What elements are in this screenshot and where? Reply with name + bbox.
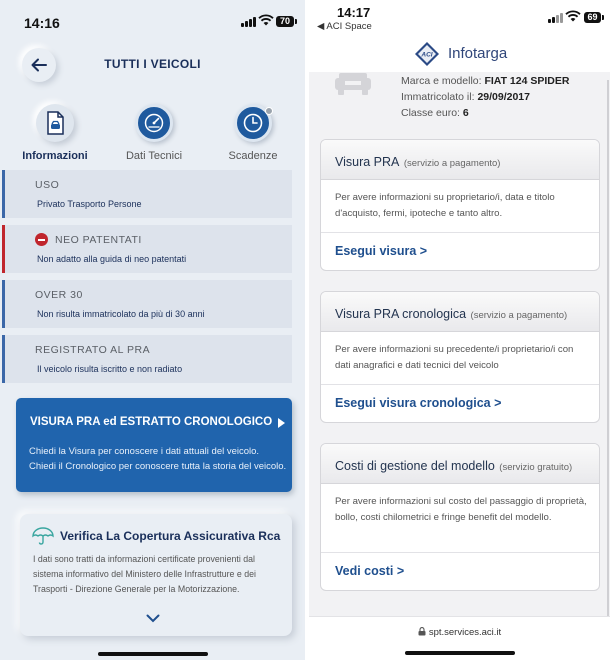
card-header xyxy=(321,140,599,180)
vehicle-euro-class: 6 xyxy=(462,107,469,119)
info-key: OVER 30 xyxy=(35,289,83,301)
status-time: 14:16 xyxy=(24,15,60,31)
card-title: Costi di gestione del modello xyxy=(335,459,495,473)
info-key: NEO PATENTATI xyxy=(55,234,142,246)
vehicle-registration-date: 29/09/2017 xyxy=(477,91,530,103)
card-description: Per avere informazioni su proprietario/i, data e titolo d'acquisto, fermi, ipoteche e tanto altro. xyxy=(335,192,555,219)
rca-title: Verifica La Copertura Assicurativa Rca xyxy=(60,529,281,543)
status-bar xyxy=(0,0,305,40)
scrollbar[interactable] xyxy=(607,80,609,620)
tab-label: Informazioni xyxy=(22,150,88,162)
visura-cronologico-button[interactable] xyxy=(16,398,292,492)
info-card-over-30 xyxy=(2,280,292,328)
no-entry-icon xyxy=(35,233,48,246)
service-card-visura-cronologica xyxy=(320,291,600,423)
card-divider xyxy=(321,384,599,385)
url-display[interactable] xyxy=(309,627,610,638)
card-subtitle: (servizio a pagamento) xyxy=(470,310,568,321)
service-card-visura-pra xyxy=(320,139,600,271)
card-divider xyxy=(321,232,599,233)
wifi-icon xyxy=(565,10,581,22)
browser-address-bar[interactable] xyxy=(309,616,610,660)
page-title: TUTTI I VEICOLI xyxy=(104,57,201,71)
card-header xyxy=(321,292,599,332)
signal-icon xyxy=(548,13,563,23)
info-card-registrato-pra xyxy=(2,335,292,383)
aci-logo-icon xyxy=(415,42,439,66)
card-title: Visura PRA xyxy=(335,155,400,169)
info-value: Non adatto alla guida di neo patentati xyxy=(37,254,187,264)
info-key: REGISTRATO AL PRA xyxy=(35,344,151,356)
info-card-neo-patentati xyxy=(2,225,292,273)
card-description: Per avere informazioni su precedente/i proprietario/i con dati anagrafici e dati tecnici del veicolo xyxy=(335,344,574,371)
lock-icon xyxy=(418,627,426,636)
umbrella-icon xyxy=(32,527,54,545)
card-description: Per avere informazioni sul costo del passaggio di proprietà, bollo, costi chilometrici e fringe benefit del modello. xyxy=(335,496,587,523)
tab-informazioni[interactable] xyxy=(10,100,100,168)
card-title: Visura PRA cronologica xyxy=(335,307,467,321)
signal-icon xyxy=(241,17,256,27)
rca-insurance-card[interactable] xyxy=(20,514,292,636)
car-icon xyxy=(333,72,373,98)
tab-scadenze[interactable] xyxy=(208,100,298,168)
status-time: 14:17 xyxy=(337,5,371,20)
service-card-costi-gestione xyxy=(320,443,600,591)
notification-dot xyxy=(265,107,273,115)
vedi-costi-link[interactable]: Vedi costi > xyxy=(335,564,405,578)
info-value: Privato Trasporto Persone xyxy=(37,199,142,209)
home-indicator[interactable] xyxy=(98,652,208,656)
battery-icon: 70 xyxy=(276,16,294,27)
chevron-down-icon[interactable] xyxy=(146,614,160,623)
info-value: Non risulta immatricolato da più di 30 anni xyxy=(37,309,205,319)
tab-label: Dati Tecnici xyxy=(125,150,183,162)
screen-header xyxy=(0,42,305,86)
vehicle-euro-class-row: Classe euro: 6 xyxy=(401,107,469,119)
esegui-visura-link[interactable]: Esegui visura > xyxy=(335,244,428,258)
info-value: Il veicolo risulta iscritto e non radiato xyxy=(37,364,183,374)
card-header xyxy=(321,444,599,484)
visura-title: VISURA PRA ed ESTRATTO CRONOLOGICO xyxy=(30,416,273,428)
vehicle-model: FIAT 124 SPIDER xyxy=(484,75,570,87)
play-arrow-icon xyxy=(278,418,285,428)
tab-dati-tecnici[interactable] xyxy=(109,100,199,168)
back-to-aci-space-link[interactable]: ◀ ACI Space xyxy=(317,21,372,32)
svg-text:ACI: ACI xyxy=(421,51,433,59)
visura-description: Chiedi la Visura per conoscere i dati attuali del veicolo. Chiedi il Cronologico per conoscere tutta la storia del veicolo. xyxy=(29,446,287,472)
card-subtitle: (servizio gratuito) xyxy=(499,462,573,473)
esegui-visura-cronologica-link[interactable]: Esegui visura cronologica > xyxy=(335,396,502,410)
wifi-icon xyxy=(258,14,274,26)
vehicle-summary xyxy=(309,72,610,138)
battery-icon: 69 xyxy=(584,12,601,23)
top-bar xyxy=(309,0,610,72)
speedometer-icon xyxy=(135,104,173,142)
rca-description: I dati sono tratti da informazioni certificate provenienti dal sistema informativo del Ministero delle Infrastrutture e dei Trasporti - Direzione Generale per la Motorizzazione. xyxy=(33,554,256,594)
tab-bar xyxy=(0,100,305,168)
info-key: USO xyxy=(35,179,60,191)
card-subtitle: (servizio a pagamento) xyxy=(403,158,501,169)
card-divider xyxy=(321,552,599,553)
car-document-icon xyxy=(36,104,74,142)
info-card-uso xyxy=(2,170,292,218)
vehicle-model-row: Marca e modello: FIAT 124 SPIDER xyxy=(401,75,570,87)
home-indicator[interactable] xyxy=(405,651,515,655)
vehicle-registration-row: Immatricolato il: 29/09/2017 xyxy=(401,91,530,103)
tab-label: Scadenze xyxy=(228,150,278,162)
app-title: Infotarga xyxy=(448,45,508,62)
url-text: spt.services.aci.it xyxy=(428,627,502,638)
infotarga-web-screen xyxy=(309,0,610,660)
